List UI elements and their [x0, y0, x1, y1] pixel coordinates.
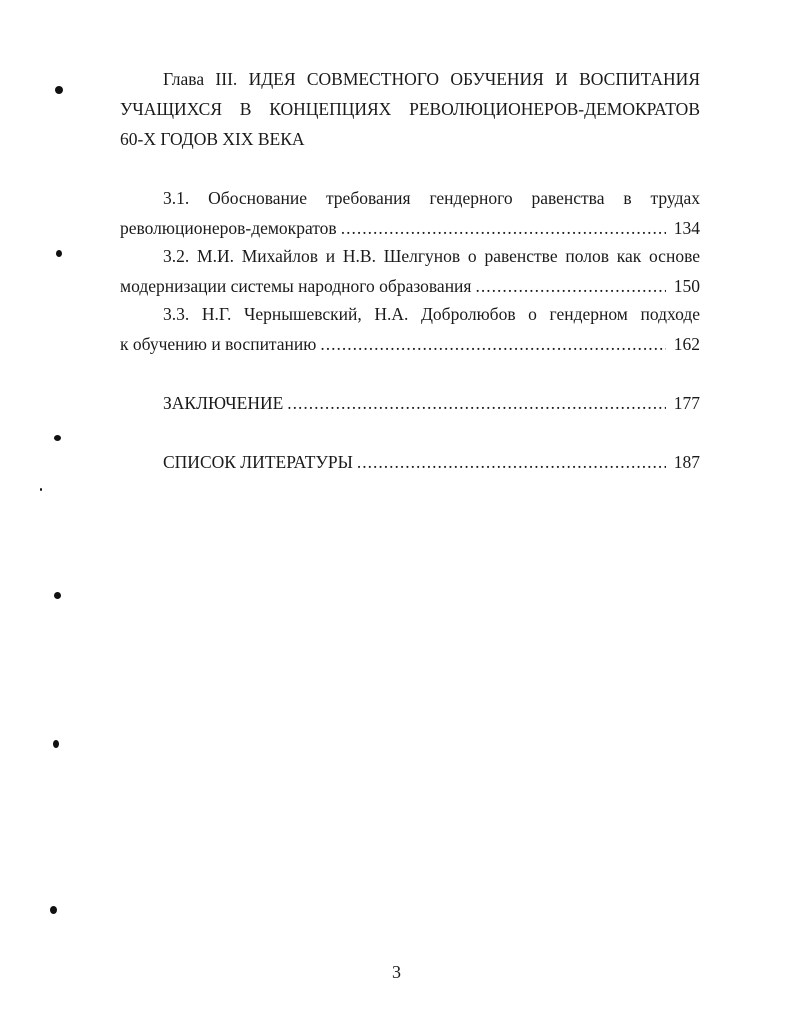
scan-speck	[54, 592, 61, 599]
toc-page-number: 134	[673, 218, 700, 238]
chapter-heading-line: 60-Х ГОДОВ XIX ВЕКА	[120, 129, 305, 149]
toc-page-number: 150	[673, 276, 700, 296]
scan-speck	[50, 906, 57, 914]
scan-speck	[55, 86, 63, 94]
scan-speck	[53, 740, 59, 748]
dot-leader	[320, 329, 666, 359]
toc-entry-leader	[120, 271, 700, 301]
toc-entry-3-2	[120, 241, 700, 301]
toc-entry-leader	[120, 213, 700, 243]
chapter-heading	[120, 64, 700, 154]
dot-leader	[341, 213, 666, 243]
toc-entry-3-1	[120, 183, 700, 243]
toc-entry-title: ЗАКЛЮЧЕНИЕ	[163, 393, 284, 413]
dot-leader	[287, 388, 666, 418]
toc-page-number: 162	[673, 334, 700, 354]
scan-speck	[54, 435, 61, 441]
toc-entry-title: СПИСОК ЛИТЕРАТУРЫ	[163, 452, 353, 472]
scan-speck	[40, 488, 42, 491]
toc-page-number: 177	[673, 393, 700, 413]
page-number: 3	[392, 962, 401, 982]
toc-entry-title-continuation: модернизации системы народного образования	[120, 276, 472, 296]
chapter-heading-line: УЧАЩИХСЯ В КОНЦЕПЦИЯХ РЕВОЛЮЦИОНЕРОВ-ДЕМОКРАТОВ	[120, 99, 700, 119]
toc-entry-references	[120, 447, 700, 477]
toc-entry-leader	[120, 329, 700, 359]
dot-leader	[475, 271, 666, 301]
toc-page-number: 187	[673, 452, 700, 472]
toc-entry-title: 3.2. М.И. Михайлов и Н.В. Шелгунов о равенстве полов как основе	[163, 246, 700, 266]
toc-entry-leader	[120, 388, 700, 418]
scan-speck	[56, 250, 62, 257]
dot-leader	[357, 447, 666, 477]
toc-entry-leader	[120, 447, 700, 477]
toc-entry-title-continuation: революционеров-демократов	[120, 218, 337, 238]
toc-entry-title-continuation: к обучению и воспитанию	[120, 334, 317, 354]
toc-entry-conclusion	[120, 388, 700, 418]
toc-entry-title: 3.1. Обоснование требования гендерного равенства в трудах	[163, 188, 700, 208]
chapter-heading-line: Глава III. ИДЕЯ СОВМЕСТНОГО ОБУЧЕНИЯ И ВОСПИТАНИЯ	[163, 69, 700, 89]
toc-entry-title: 3.3. Н.Г. Чернышевский, Н.А. Добролюбов о гендерном подходе	[163, 304, 700, 324]
toc-entry-3-3	[120, 299, 700, 359]
